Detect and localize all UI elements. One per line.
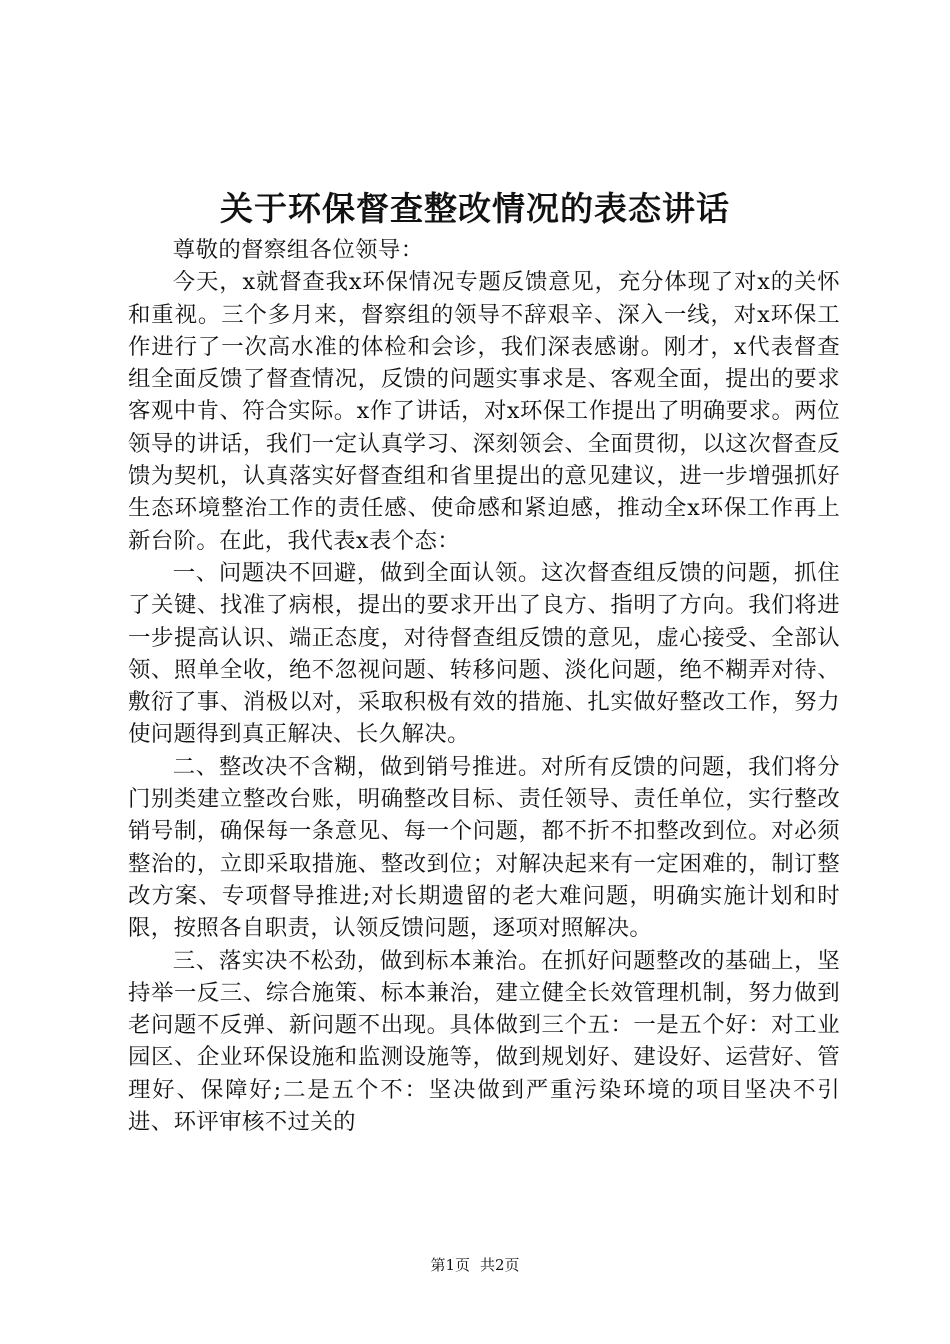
paragraph-point-1: 一、问题决不回避，做到全面认领。这次督查组反馈的问题，抓住了关键、找准了病根，提出的要求开出了良方、指明了方向。我们将进一步提高认识、端正态度，对待督查组反馈的意见，虚心接受、全部认领、照单全收，绝不忽视问题、转移问题、淡化问题，绝不糊弄对待、敷衍了事、消极以对，采取积极有效的措施、扎实做好整改工作，努力使问题得到真正解决、长久解决。 [128,559,840,748]
page-total: 共2页 [480,1256,520,1274]
paragraph-point-3: 三、落实决不松劲，做到标本兼治。在抓好问题整改的基础上，坚持举一反三、综合施策、标本兼治，建立健全长效管理机制，努力做到老问题不反弹、新问题不出现。具体做到三个五：一是五个好：对工业园区、企业环保设施和监测设施等，做到规划好、建设好、运营好、管理好、保障好;二是五个不：坚决做到严重污染环境的项目坚决不引进、环评审核不过关的 [128,947,840,1136]
salutation: 尊敬的督察组各位领导： [172,237,424,263]
page-number: 第1页 [430,1256,470,1274]
paragraph-intro: 今天，x就督查我x环保情况专题反馈意见，充分体现了对x的关怀和重视。三个多月来，督察组的领导不辞艰辛、深入一线，对x环保工作进行了一次高水准的体检和会诊，我们深表感谢。刚才，x代表督查组全面反馈了督查情况，反馈的问题实事求是、客观全面，提出的要求客观中肯、符合实际。x作了讲话，对x环保工作提出了明确要求。两位领导的讲话，我们一定认真学习、深刻领会、全面贯彻，以这次督查反馈为契机，认真落实好督查组和省里提出的意见建议，进一步增强抓好生态环境整治工作的责任感、使命感和紧迫感，推动全x环保工作再上新台阶。在此，我代表x表个态： [128,269,840,554]
page-footer [0,1255,950,1275]
paragraph-point-2: 二、整改决不含糊，做到销号推进。对所有反馈的问题，我们将分门别类建立整改台账，明确整改目标、责任领导、责任单位，实行整改销号制，确保每一条意见、每一个问题，都不折不扣整改到位。对必须整治的，立即采取措施、整改到位；对解决起来有一定困难的，制订整改方案、专项督导推进;对长期遗留的老大难问题，明确实施计划和时限，按照各自职责，认领反馈问题，逐项对照解决。 [128,753,840,942]
document-body [128,234,840,1138]
document-title: 关于环保督查整改情况的表态讲话 [220,189,730,228]
